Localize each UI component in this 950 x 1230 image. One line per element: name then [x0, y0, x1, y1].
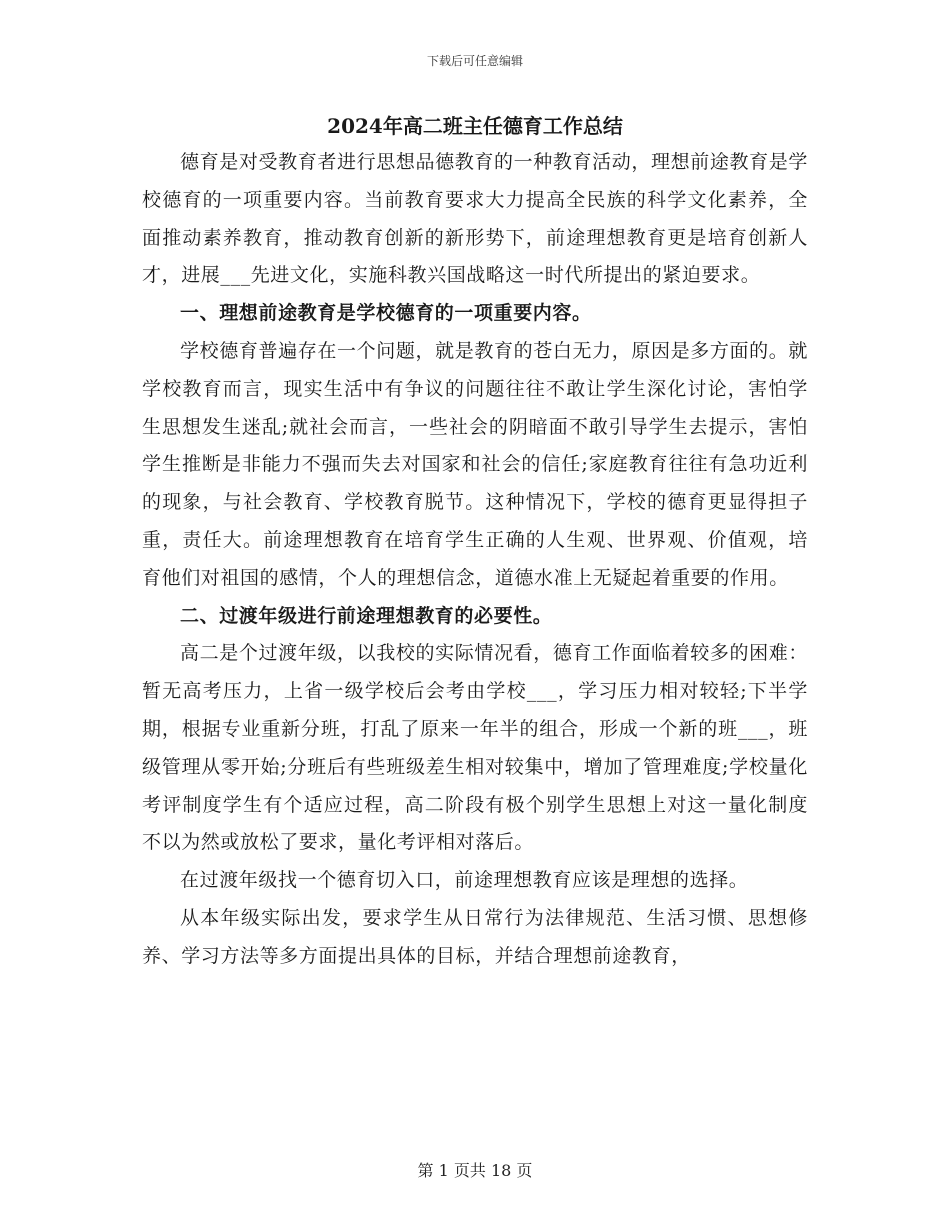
document-body — [142, 108, 808, 976]
paragraph-section-2: 高二是个过渡年级，以我校的实际情况看，德育工作面临着较多的困难：暂无高考压力，上省一级学校后会考由学校___，学习压力相对较轻;下半学期，根据专业重新分班，打乱了原来一年半的组合，形成一个新的班___，班级管理从零开始;分班后有些班级差生相对较集中，增加了管理难度;学校量化考评制度学生有个适应过程，高二阶段有极个别学生思想上对这一量化制度不以为然或放松了要求，量化考评相对落后。 — [142, 642, 808, 854]
document-title: 2024年高二班主任德育工作总结 — [327, 114, 623, 138]
page-header-note: 下载后可任意编辑 — [426, 54, 523, 68]
paragraph-intro: 德育是对受教育者进行思想品德教育的一种教育活动，理想前途教育是学校德育的一项重要内容。当前教育要求大力提高全民族的科学文化素养，全面推动素养教育，推动教育创新的新形势下，前途理想教育更是培育创新人才，进展___先进文化，实施科教兴国战略这一时代所提出的紧迫要求。 — [142, 151, 808, 287]
section-heading-2: 二、过渡年级进行前途理想教育的必要性。 — [180, 604, 553, 627]
paragraph-continuation: 从本年级实际出发，要求学生从日常行为法律规范、生活习惯、思想修养、学习方法等多方面提出具体的目标，并结合理想前途教育， — [142, 906, 808, 967]
page-number: 第 1 页共 18 页 — [417, 1161, 533, 1180]
paragraph-section-1: 学校德育普遍存在一个问题，就是教育的苍白无力，原因是多方面的。就学校教育而言，现实生活中有争议的问题往往不敢让学生深化讨论，害怕学生思想发生迷乱;就社会而言，一些社会的阴暗面不敢引导学生去提示，害怕学生推断是非能力不强而失去对国家和社会的信任;家庭教育往往有急功近利的现象，与社会教育、学校教育脱节。这种情况下，学校的德育更显得担子重，责任大。前途理想教育在培育学生正确的人生观、世界观、价值观，培育他们对祖国的感情，个人的理想信念，道德水准上无疑起着重要的作用。 — [142, 339, 808, 589]
paragraph-entry-point: 在过渡年级找一个德育切入口，前途理想教育应该是理想的选择。 — [180, 869, 749, 892]
section-heading-1: 一、理想前途教育是学校德育的一项重要内容。 — [180, 302, 592, 325]
